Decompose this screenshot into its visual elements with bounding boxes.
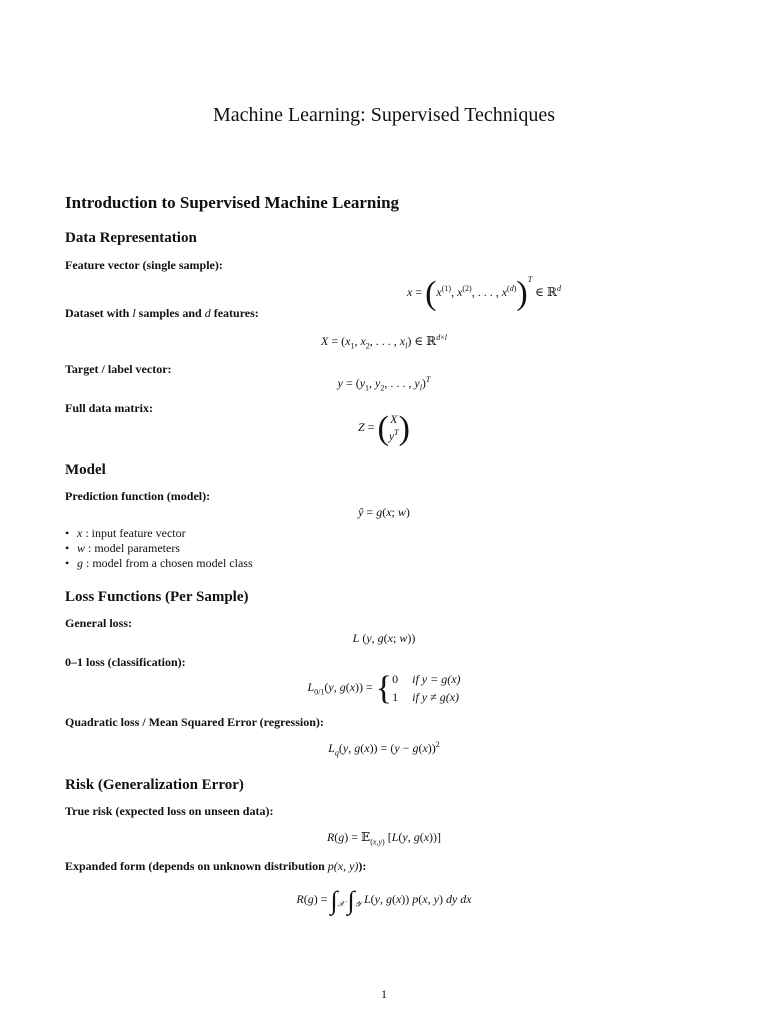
page-title: Machine Learning: Supervised Techniques — [212, 104, 556, 126]
expanded-form-label: Expanded form (depends on unknown distribution p(x, y)): — [65, 859, 367, 873]
dataset-equation: $X = (x_1$, $x_2$, . . . , $x_l$) ∈ ℝ$^{d\times l}$ — [321, 333, 447, 351]
general-loss-label: General loss: — [65, 616, 132, 630]
quadratic-loss-equation: $L_q(y$, $g(x)) = (y - g(x))^2$ — [328, 740, 440, 758]
data-matrix-label: Full data matrix: — [65, 401, 153, 415]
expanded-risk-equation: $R(g) = \int_𝒳$ $\int_𝒴$ L(y, g(x)) p(x, y) dy dx — [296, 886, 472, 915]
bullet-item: • g : model from a chosen model class — [65, 556, 253, 570]
target-vector-equation: $y = (y_1$, $y_2$, . . . , $y_l)^T$ — [337, 375, 431, 393]
subsection-model: Model — [65, 462, 106, 478]
zero-one-loss-equation: $L_{0/1}(y$, g(x)) = {0 if y = g(x) 1 if y ≠ g(x) — [307, 670, 461, 707]
prediction-function-equation: ŷ = g(x; w) — [358, 505, 410, 519]
true-risk-equation: R(g) = 𝔼$_{(x,y)}$ [L(y, g(x))] — [326, 830, 442, 847]
bullet-item: • w : model parameters — [65, 541, 180, 555]
subsection-risk: Risk (Generalization Error) — [65, 777, 244, 793]
data-matrix-equation: Z = (X $y^T$) — [358, 410, 410, 447]
prediction-function-label: Prediction function (model): — [65, 489, 211, 503]
true-risk-label: True risk (expected loss on unseen data): — [65, 804, 274, 818]
zero-one-loss-label: 0–1 loss (classification): — [65, 655, 186, 669]
dataset-label: Dataset with l samples and d features: — [65, 306, 259, 320]
target-vector-label: Target / label vector: — [65, 362, 172, 376]
page-number: 1 — [381, 987, 387, 1001]
feature-vector-equation: $x = (x^{(1)}$, $x^{(2)}$, . . . , $x^{(d)})^T$ ∈ ℝ$^d$ — [406, 275, 562, 312]
general-loss-equation: L (y, g(x; w)) — [352, 631, 416, 645]
bullet-item: • x : input feature vector — [65, 526, 186, 540]
section-heading: Introduction to Supervised Machine Learning — [65, 193, 400, 212]
subsection-loss-functions: Loss Functions (Per Sample) — [65, 589, 249, 605]
feature-vector-label: Feature vector (single sample): — [65, 258, 223, 272]
quadratic-loss-label: Quadratic loss / Mean Squared Error (regression): — [65, 715, 324, 729]
subsection-data-representation: Data Representation — [65, 230, 197, 246]
